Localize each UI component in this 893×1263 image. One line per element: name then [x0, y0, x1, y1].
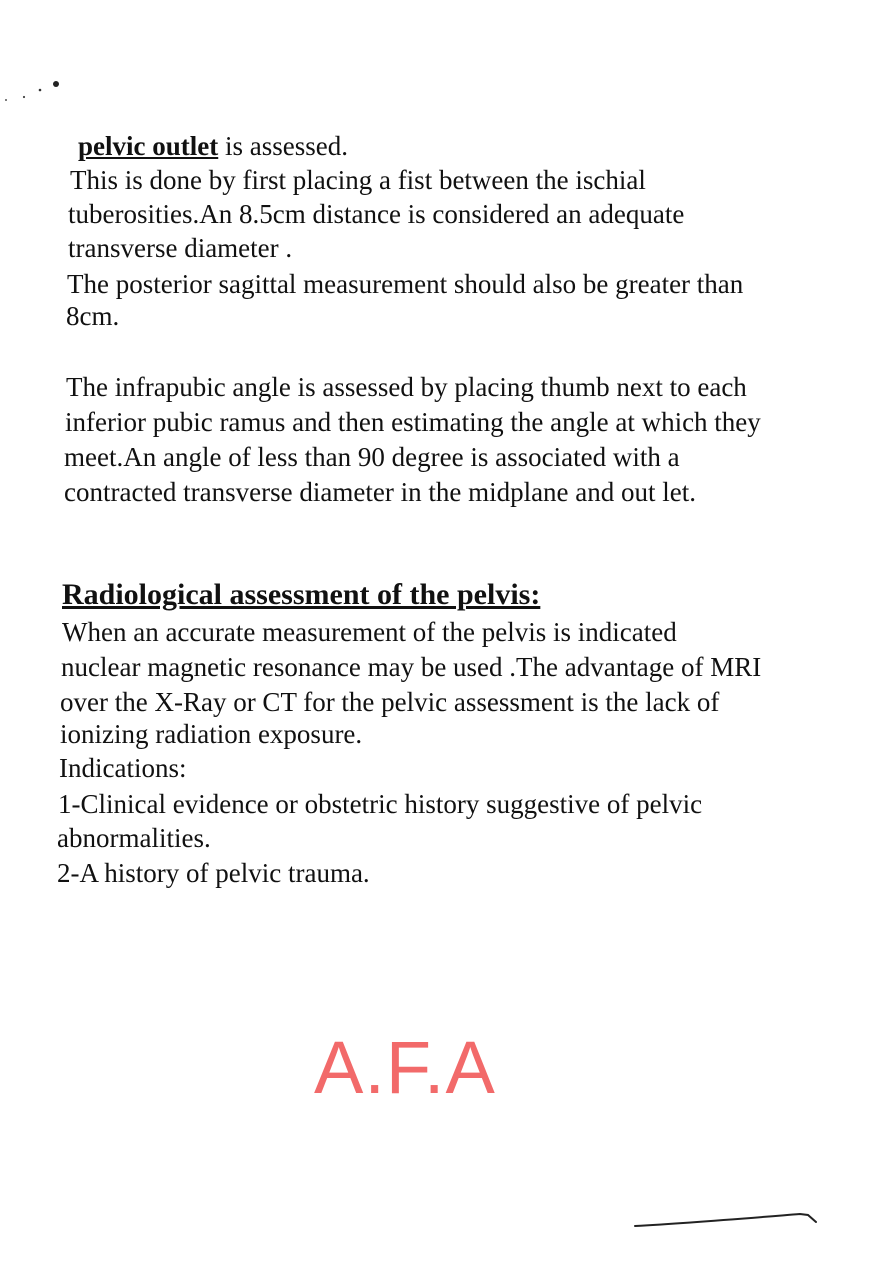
section2-line: meet.An angle of less than 90 degree is associated with a: [64, 442, 680, 472]
section1-lead-rest: is assessed.: [218, 131, 348, 161]
section3-line: over the X-Ray or CT for the pelvic assessment is the lack of: [60, 687, 720, 717]
afa-watermark: A.F.A: [314, 1026, 496, 1109]
section1-lead-line: [78, 129, 348, 163]
section1-line: 8cm.: [66, 301, 120, 331]
pen-stroke-decoration: [630, 1205, 820, 1235]
section1-line: tuberosities.An 8.5cm distance is considered an adequate: [68, 199, 685, 229]
radiological-heading: Radiological assessment of the pelvis:: [62, 578, 541, 611]
indication-item: 2-A history of pelvic trauma.: [57, 858, 370, 888]
section1-line: This is done by first placing a fist between the ischial: [70, 165, 646, 195]
indication-item-cont: abnormalities.: [57, 823, 211, 853]
indications-label: Indications:: [59, 753, 187, 783]
section3-line: ionizing radiation exposure.: [60, 719, 363, 749]
indication-item: 1-Clinical evidence or obstetric history suggestive of pelvic: [58, 789, 703, 819]
section1-line: transverse diameter .: [68, 233, 293, 263]
section3-line: When an accurate measurement of the pelvis is indicated: [62, 617, 677, 647]
section1-line: The posterior sagittal measurement should also be greater than: [67, 269, 744, 299]
scan-specks-decoration: [0, 70, 70, 110]
pelvic-outlet-term: pelvic outlet: [78, 131, 219, 161]
section2-line: contracted transverse diameter in the midplane and out let.: [64, 477, 697, 507]
section2-line: The infrapubic angle is assessed by placing thumb next to each: [66, 372, 747, 402]
section2-line: inferior pubic ramus and then estimating the angle at which they: [65, 407, 761, 437]
section3-line: nuclear magnetic resonance may be used .The advantage of MRI: [61, 652, 762, 682]
